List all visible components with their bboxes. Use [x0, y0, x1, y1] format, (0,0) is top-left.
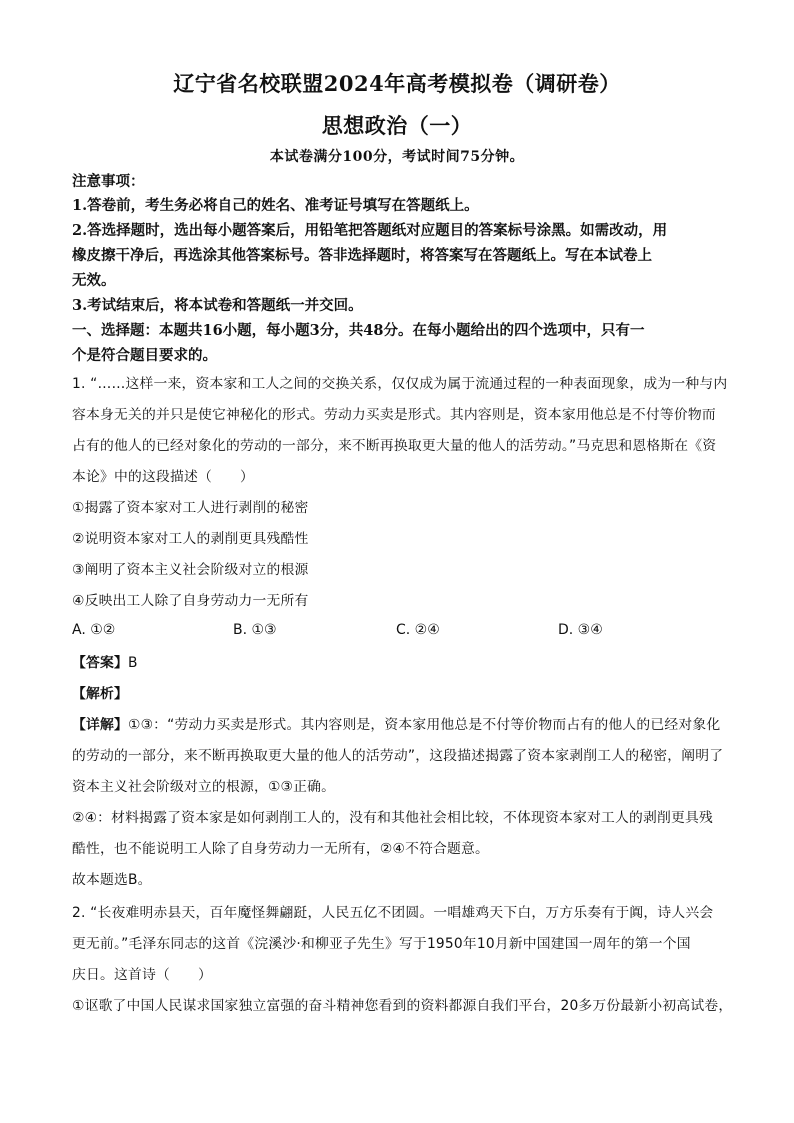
- question-stem: ①讴歌了中国人民谋求国家独立富强的奋斗精神您看到的资料都源自我们平台，20多万份最新小初高试卷，: [72, 998, 733, 1014]
- note-line: 1.答卷前，考生务必将自己的姓名、准考证号填写在答题纸上。: [72, 197, 479, 214]
- note-line: 2.答选择题时，选出每小题答案后，用铅笔把答题纸对应题目的答案标号涂黑。如需改动，用: [72, 222, 668, 239]
- option-a: A. ①②: [72, 622, 116, 638]
- exam-info: 本试卷满分100分，考试时间75分钟。: [269, 149, 525, 165]
- answer-line: [72, 653, 732, 673]
- note-line: 无效。: [72, 272, 116, 289]
- detail-text: 的劳动的一部分，来不断再换取更大量的他人的活劳动”，这段描述揭露了资本家剥削工人的秘密，阐明了: [72, 748, 724, 764]
- option-c: C. ②④: [396, 622, 440, 638]
- answer-tag: 【答案】: [72, 655, 128, 671]
- detail-text: 酷性，也不能说明工人除了自身劳动力一无所有，②④不符合题意。: [72, 841, 490, 857]
- subject-title: 思想政治（一）: [321, 113, 473, 138]
- notes-heading: 注意事项：: [72, 173, 145, 190]
- detail-text: ①③：“劳动力买卖是形式。其内容则是，资本家用他总是不付等价物而占有的他人的已经对象化: [128, 717, 721, 733]
- question-stem: 2. “长夜难明赤县天，百年魔怪舞翩跹，人民五亿不团圆。一唱雄鸡天下白，万方乐奏有于阗，诗人兴会: [72, 905, 714, 921]
- analysis-line: [72, 684, 732, 704]
- question-stem: 庆日。这首诗（ ）: [72, 967, 212, 983]
- question-stem: 更无前。”毛泽东同志的这首《浣溪沙·和柳亚子先生》写于1950年10月新中国建国一周年的第一个国: [72, 936, 691, 952]
- section-heading: 个是符合题目要求的。: [72, 347, 217, 364]
- question-stem: 本论》中的这段描述（ ）: [72, 469, 254, 485]
- question-stem: 容本身无关的并只是使它神秘化的形式。劳动力买卖是形式。其内容则是，资本家用他总是不付等价物而: [72, 407, 716, 423]
- statement: ①揭露了资本家对工人进行剥削的秘密: [72, 500, 309, 516]
- detail-text: ②④：材料揭露了资本家是如何剥削工人的，没有和其他社会相比较，不体现资本家对工人的剥削更具残: [72, 810, 713, 826]
- analysis-tag: 【解析】: [72, 686, 128, 702]
- statement: ③阐明了资本主义社会阶级对立的根源: [72, 562, 309, 578]
- conclusion-text: 故本题选B。: [72, 872, 152, 888]
- statement: ②说明资本家对工人的剥削更具残酷性: [72, 531, 309, 547]
- question-stem: 1. “……这样一来，资本家和工人之间的交换关系，仅仅成为属于流通过程的一种表面现象，成为一种与内: [72, 376, 728, 392]
- statement: ④反映出工人除了自身劳动力一无所有: [72, 593, 309, 609]
- question-stem: 占有的他人的已经对象化的劳动的一部分，来不断再换取更大量的他人的活劳动。”马克思和恩格斯在《资: [72, 438, 717, 454]
- section-heading: 一、选择题：本题共16小题，每小题3分，共48分。在每小题给出的四个选项中，只有一: [72, 322, 645, 339]
- note-line: 3.考试结束后，将本试卷和答题纸一并交回。: [72, 297, 363, 314]
- option-b: B. ①③: [233, 622, 277, 638]
- exam-title: 辽宁省名校联盟2024年高考模拟卷（调研卷）: [173, 71, 621, 96]
- option-d: D. ③④: [558, 622, 603, 638]
- note-line: 橡皮擦干净后，再选涂其他答案标号。答非选择题时，将答案写在答题纸上。写在本试卷上: [72, 247, 652, 264]
- answer-value: B: [128, 655, 138, 671]
- detail-tag: 【详解】: [72, 717, 128, 733]
- detail-text: 资本主义社会阶级对立的根源，①③正确。: [72, 779, 336, 795]
- detail-line: [72, 715, 732, 735]
